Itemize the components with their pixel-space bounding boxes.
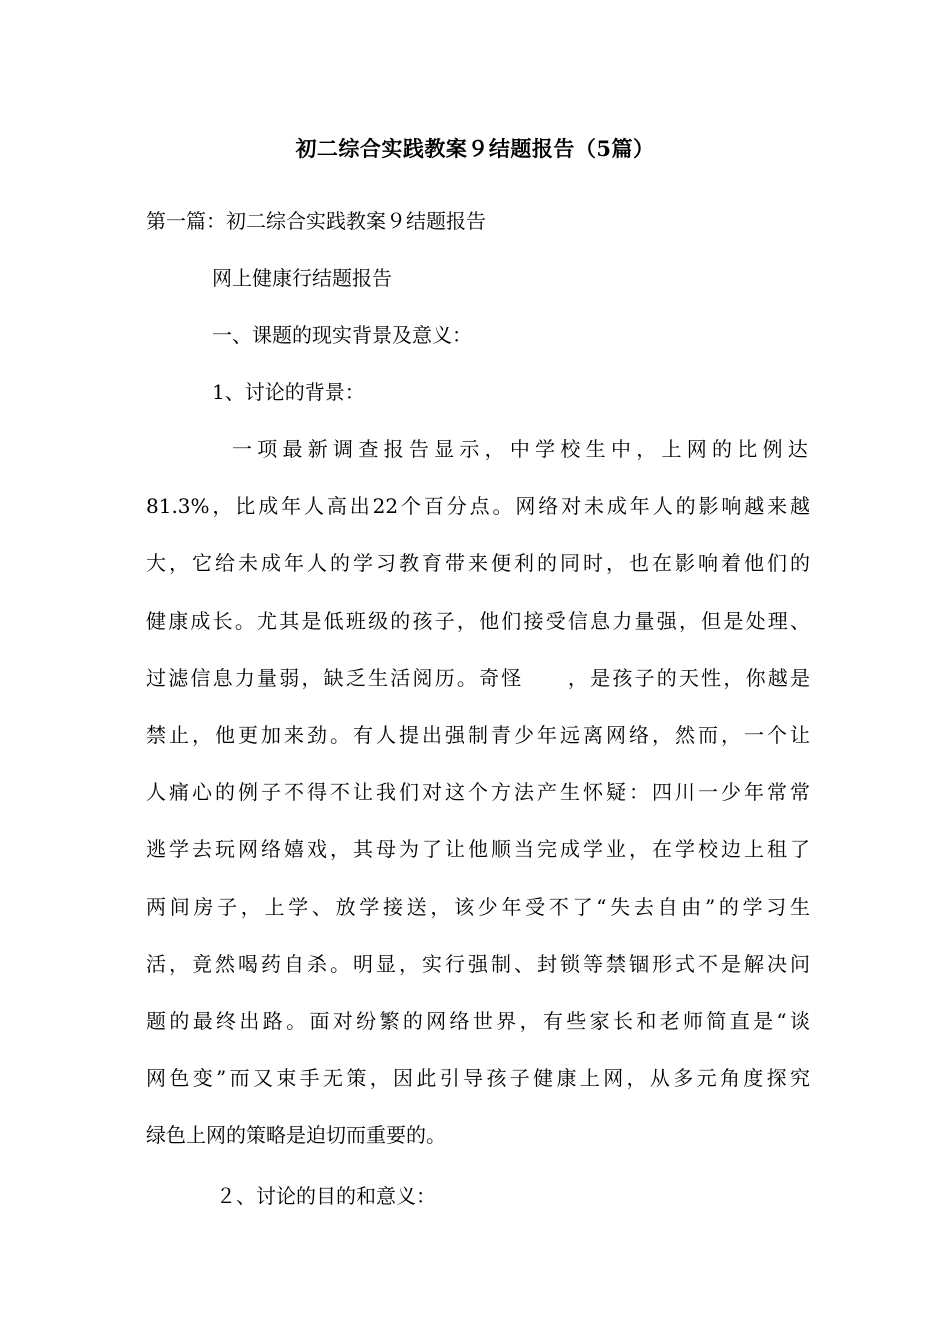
paragraph-line: 健康成长。尤其是低班级的孩子，他们接受信息力量强，但是处理、 (146, 608, 810, 633)
paragraph-line: 逃学去玩网络嬉戏，其母为了让他顺当完成学业，在学校边上租了 (146, 837, 810, 862)
paragraph-line: 81.3%，比成年人高出22个百分点。网络对未成年人的影响越来越 (146, 494, 810, 519)
sub2-heading: ２、讨论的目的和意义： (216, 1184, 436, 1208)
section-heading: 第一篇：初二综合实践教案９结题报告 (146, 209, 486, 233)
part1-heading: 一、课题的现实背景及意义： (212, 323, 472, 347)
paragraph-line: 活，竟然喝药自杀。明显，实行强制、封锁等禁锢形式不是解决问 (146, 951, 810, 976)
paragraph-line: 一项最新调查报告显示，中学校生中，上网的比例达 (232, 437, 810, 461)
paragraph-line: 人痛心的例子不得不让我们对这个方法产生怀疑：四川一少年常常 (146, 780, 810, 805)
paragraph-line: 两间房子，上学、放学接送，该少年受不了“失去自由”的学习生 (146, 894, 810, 919)
paragraph-line: 禁止，他更加来劲。有人提出强制青少年远离网络，然而，一个让 (146, 722, 810, 747)
background-paragraph (146, 434, 810, 1177)
report-title: 网上健康行结题报告 (212, 266, 392, 290)
sub1-heading: 1、讨论的背景： (212, 380, 365, 404)
document-title: 初二综合实践教案９结题报告（5篇） (295, 136, 655, 161)
paragraph-line: 绿色上网的策略是迫切而重要的。 (146, 1123, 446, 1148)
paragraph-line: 过滤信息力量弱，缺乏生活阅历。奇怪 ，是孩子的天性，你越是 (146, 665, 810, 690)
paragraph-line: 题的最终出路。面对纷繁的网络世界，有些家长和老师简直是“谈 (146, 1008, 810, 1033)
paragraph-line: 网色变”而又束手无策，因此引导孩子健康上网，从多元角度探究 (146, 1066, 810, 1091)
paragraph-line: 大，它给未成年人的学习教育带来便利的同时，也在影响着他们的 (146, 551, 810, 576)
